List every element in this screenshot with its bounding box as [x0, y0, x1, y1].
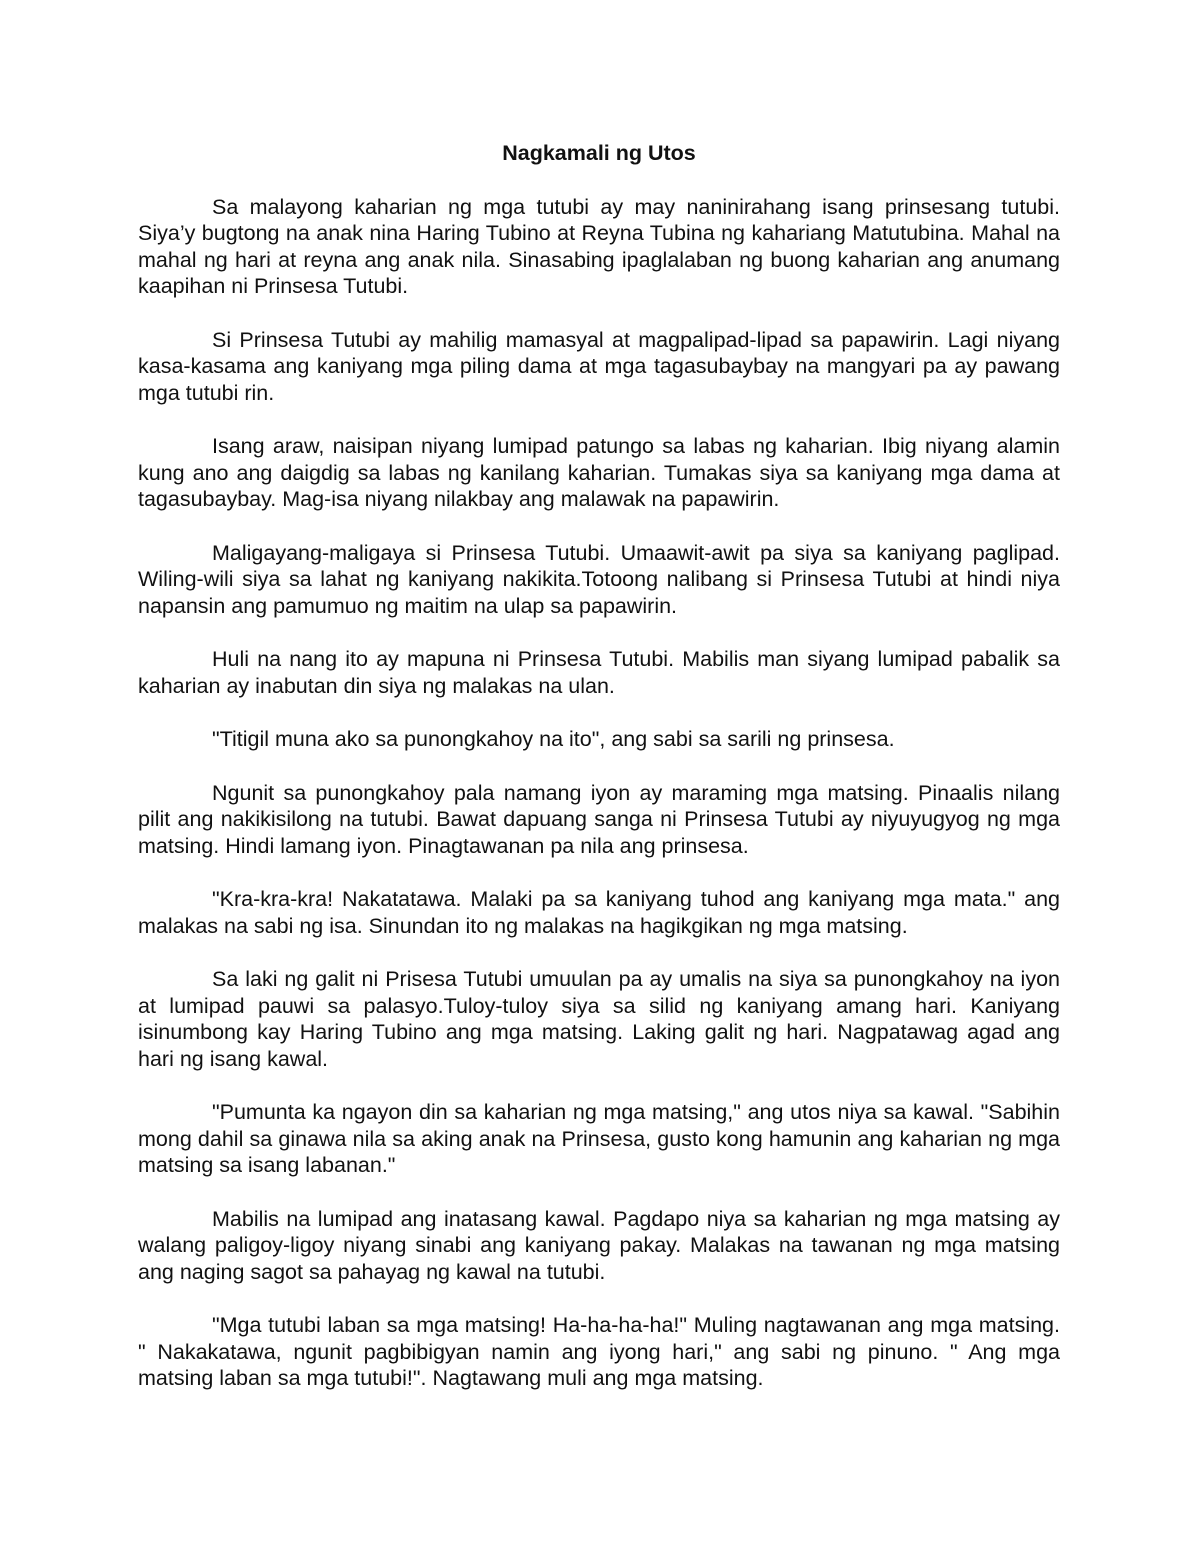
paragraph: Maligayang-maligaya si Prinsesa Tutubi. Umaawit-awit pa siya sa kaniyang paglipad. Wiling-wili siya sa lahat ng kaniyang nakikita.Totoong nalibang si Prinsesa Tutubi at hindi niya napansin ang pamumuo ng maitim na ulap sa papawirin.	[138, 540, 1060, 618]
paragraph: "Mga tutubi laban sa mga matsing! Ha-ha-ha-ha!" Muling nagtawanan ang mga matsing. " Nakakatawa, ngunit pagbibigyan namin ang iyong hari," ang sabi ng pinuno. " Ang mga matsing laban sa mga tutubi!". Nagtawang muli ang mga matsing.	[138, 1313, 1060, 1390]
paragraph: "Kra-kra-kra! Nakatatawa. Malaki pa sa kaniyang tuhod ang kaniyang mga mata." ang malakas na sabi ng isa. Sinundan ito ng malakas na hagikgikan ng mga matsing.	[138, 887, 1060, 938]
paragraph: Sa laki ng galit ni Prisesa Tutubi umuulan pa ay umalis na siya sa punongkahoy na iyon at lumipad pauwi sa palasyo.Tuloy-tuloy siya sa silid ng kaniyang amang hari. Kaniyang isinumbong kay Haring Tubino ang mga matsing. Laking galit ng hari. Nagpatawag agad ang hari ng isang kawal.	[138, 967, 1060, 1071]
paragraph: Isang araw, naisipan niyang lumipad patungo sa labas ng kaharian. Ibig niyang alamin kung ano ang daigdig sa labas ng kanilang kaharian. Tumakas siya sa kaniyang mga dama at tagasubaybay. Mag-isa niyang nilakbay ang malawak na papawirin.	[138, 434, 1060, 511]
paragraph: "Titigil muna ako sa punongkahoy na ito", ang sabi sa sarili ng prinsesa.	[212, 727, 895, 751]
paragraph: Mabilis na lumipad ang inatasang kawal. Pagdapo niya sa kaharian ng mga matsing ay walang paligoy-ligoy niyang sinabi ang kaniyang pakay. Malakas na tawanan ng mga matsing ang naging sagot sa pahayag ng kawal na tutubi.	[138, 1206, 1060, 1284]
paragraph: Sa malayong kaharian ng mga tutubi ay may naninirahang isang prinsesang tutubi. Siya’y bugtong na anak nina Haring Tubino at Reyna Tubina ng kahariang Matutubina. Mahal na mahal ng hari at reyna ang anak nila. Sinasabing ipaglalaban ng buong kaharian ang anumang kaapihan ni Prinsesa Tutubi.	[138, 194, 1060, 298]
document-title: Nagkamali ng Utos	[502, 141, 696, 165]
paragraph: Ngunit sa punongkahoy pala namang iyon ay maraming mga matsing. Pinaalis nilang pilit ang nakikisilong na tutubi. Bawat dapuang sanga ni Prinsesa Tutubi ay niyuyugyog ng mga matsing. Hindi lamang iyon. Pinagtawanan pa nila ang prinsesa.	[138, 780, 1060, 858]
document-page	[138, 140, 1060, 1419]
paragraph: "Pumunta ka ngayon din sa kaharian ng mga matsing," ang utos niya sa kawal. "Sabihin mong dahil sa ginawa nila sa aking anak na Prinsesa, gusto kong hamunin ang kaharian ng mga matsing sa isang labanan."	[138, 1100, 1060, 1177]
paragraph: Huli na nang ito ay mapuna ni Prinsesa Tutubi. Mabilis man siyang lumipad pabalik sa kaharian ay inabutan din siya ng malakas na ulan.	[138, 647, 1060, 698]
paragraph: Si Prinsesa Tutubi ay mahilig mamasyal at magpalipad-lipad sa papawirin. Lagi niyang kasa-kasama ang kaniyang mga piling dama at mga tagasubaybay na mangyari pa ay pawang mga tutubi rin.	[138, 327, 1060, 405]
